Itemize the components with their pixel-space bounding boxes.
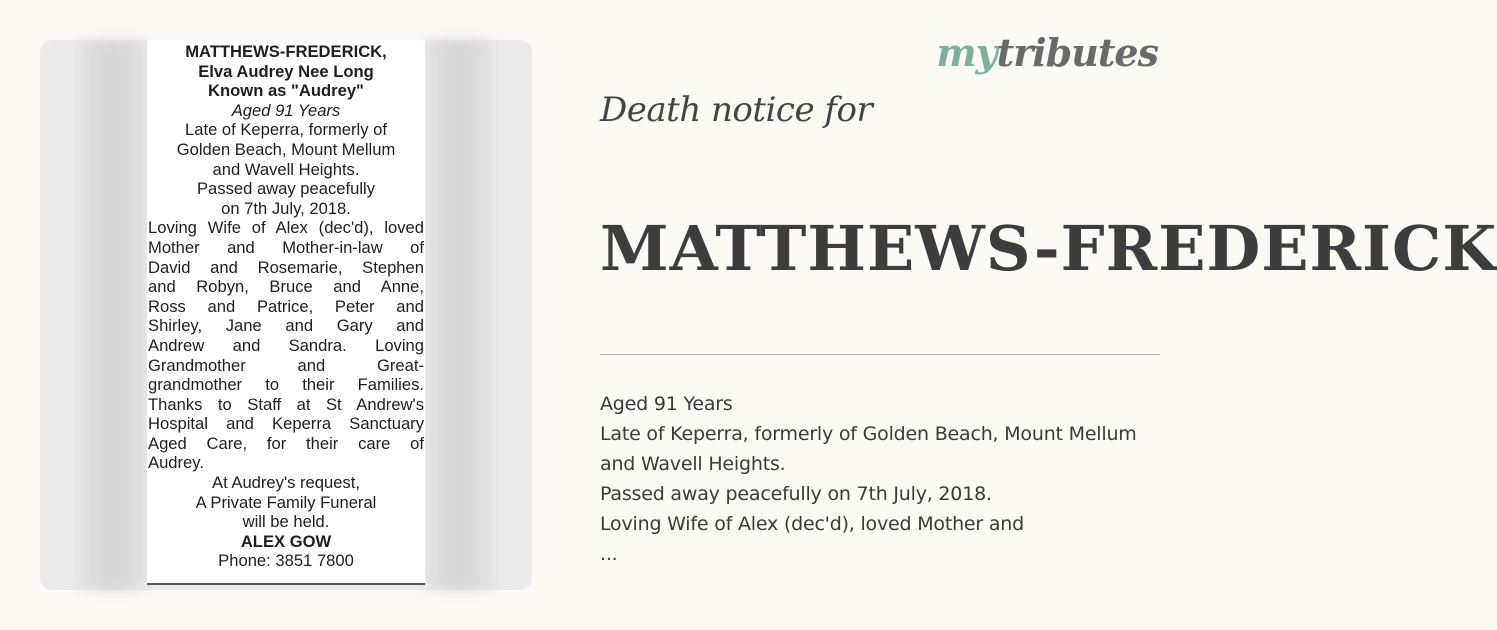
notice-text-line: David and Rosemarie, Stephen: [148, 257, 424, 277]
notice-age-line: Aged 91 Years: [231, 100, 341, 120]
notice-text-line: and Wavell Heights.: [212, 159, 360, 179]
notice-text-line: Audrey.: [148, 453, 204, 473]
notice-text-line: A Private Family Funeral: [195, 492, 377, 512]
notice-text-line: Aged Care, for their care of: [148, 433, 424, 453]
notice-text-line: Andrew and Sandra. Loving: [148, 335, 424, 355]
divider: [600, 354, 1160, 355]
notice-phone: Phone: 3851 7800: [218, 551, 354, 571]
notice-text-line: on 7th July, 2018.: [221, 198, 351, 218]
excerpt-line: Late of Keperra, formerly of Golden Beach, Mount Mellum: [600, 423, 1137, 445]
mytributes-logo: [936, 30, 1158, 75]
notice-text-line: Thanks to Staff at St Andrew's: [148, 394, 424, 414]
logo-tributes: tributes: [996, 30, 1158, 75]
notice-text-line: Passed away peacefully: [196, 179, 376, 199]
notice-funeral-director: ALEX GOW: [240, 531, 332, 551]
excerpt-line: and Wavell Heights.: [600, 453, 786, 475]
notice-name-line: MATTHEWS-FREDERICK,: [185, 42, 387, 61]
excerpt-line: Passed away peacefully on 7th July, 2018.: [600, 483, 992, 505]
notice-text-line: will be held.: [242, 512, 330, 532]
notice-text-line: Golden Beach, Mount Mellum: [176, 139, 396, 159]
notice-text-line: Shirley, Jane and Gary and: [148, 316, 424, 336]
notice-text-line: Late of Keperra, formerly of: [185, 120, 387, 140]
notice-text-line: Grandmother and Great-: [148, 355, 424, 375]
excerpt-line: Loving Wife of Alex (dec'd), loved Mother and: [600, 513, 1024, 535]
notice-text-line: Mother and Mother-in-law of: [148, 237, 424, 257]
page-title: MATTHEWS-FREDERICK: [600, 212, 1497, 285]
newspaper-notice-image: [147, 40, 425, 585]
logo-my: my: [936, 30, 997, 75]
notice-text-line: At Audrey's request,: [212, 473, 360, 493]
notice-name-line: Known as "Audrey": [208, 81, 364, 101]
notice-text-line: grandmother to their Families.: [148, 375, 424, 395]
excerpt-line: Aged 91 Years: [600, 393, 733, 415]
page-subtitle: Death notice for: [600, 90, 873, 130]
notice-excerpt: [600, 389, 1180, 569]
notice-text-line: Loving Wife of Alex (dec'd), loved: [148, 218, 424, 238]
notice-text-line: and Robyn, Bruce and Anne,: [148, 277, 424, 297]
blurred-background-right: [424, 40, 494, 590]
notice-name-line: Elva Audrey Nee Long: [198, 61, 374, 81]
excerpt-ellipsis: ...: [600, 543, 618, 565]
blurred-background-left: [78, 40, 148, 590]
notice-text-line: Hospital and Keperra Sanctuary: [148, 414, 424, 434]
notice-text-line: Ross and Patrice, Peter and: [148, 296, 424, 316]
